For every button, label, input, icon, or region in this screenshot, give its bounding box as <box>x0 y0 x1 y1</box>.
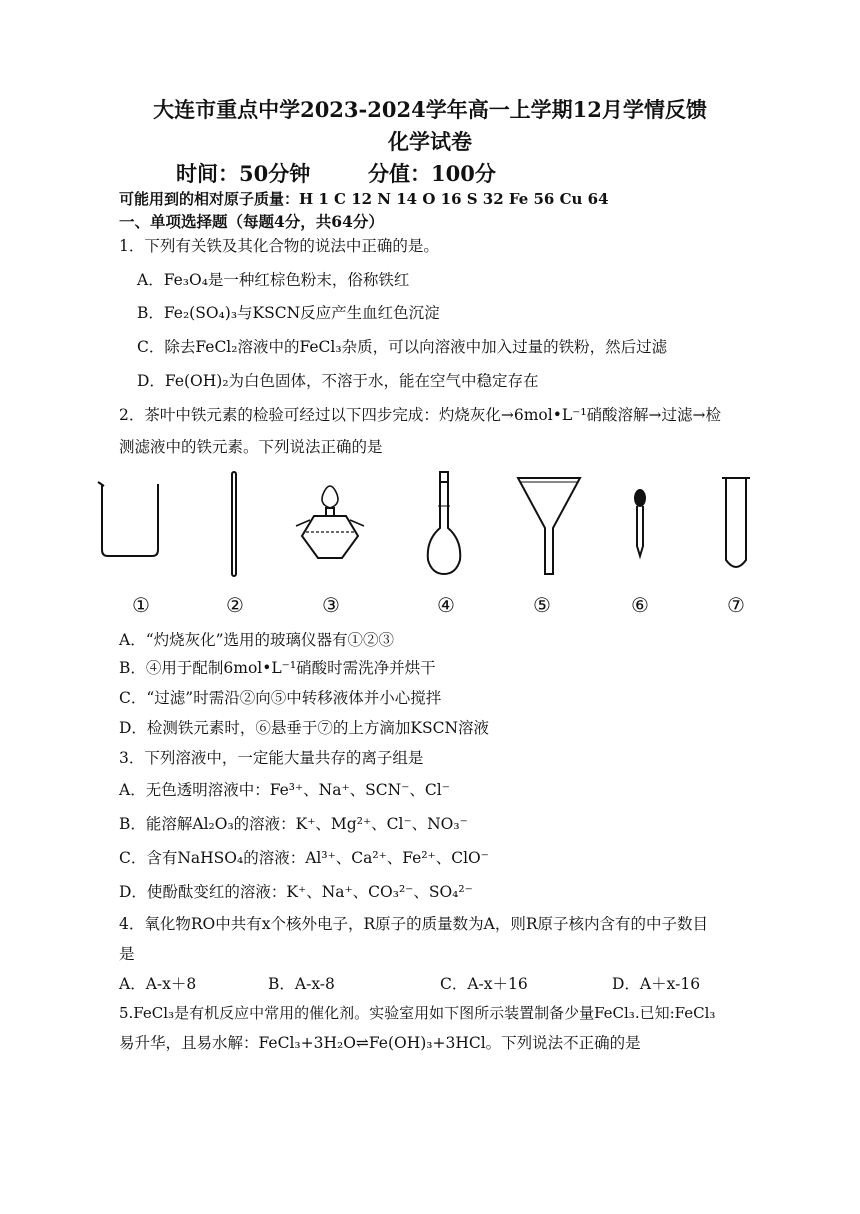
q3-option-c: C．含有NaHSO₄的溶液：Al³⁺、Ca²⁺、Fe²⁺、ClO⁻ <box>119 849 489 867</box>
q4-stem-1: 4．氧化物RO中共有x个核外电子，R原子的质量数为A，则R原子核内含有的中子数目 <box>119 915 709 933</box>
q2-option-d: D．检测铁元素时，⑥悬垂于⑦的上方滴加KSCN溶液 <box>119 719 490 737</box>
volumetric-flask-icon <box>428 472 461 574</box>
q4-stem-2: 是 <box>119 945 135 963</box>
apparatus-label-6: ⑥ <box>631 593 649 617</box>
apparatus-label-2: ② <box>226 593 244 617</box>
q2-stem-1: 2．茶叶中铁元素的检验可经过以下四步完成：灼烧灰化→6mol•L⁻¹硝酸溶解→过滤→检 <box>119 406 722 424</box>
q3-option-d: D．使酚酞变红的溶液：K⁺、Na⁺、CO₃²⁻、SO₄²⁻ <box>119 883 473 901</box>
q1-option-c: C．除去FeCl₂溶液中的FeCl₃杂质，可以向溶液中加入过量的铁粉，然后过滤 <box>137 338 668 356</box>
test-tube-icon <box>722 478 750 567</box>
title-line-2: 化学试卷 <box>388 129 472 154</box>
q4-option-c: C．A-x＋16 <box>440 975 528 993</box>
apparatus-label-3: ③ <box>322 593 340 617</box>
apparatus-label-1: ① <box>132 593 150 617</box>
title-line-1: 大连市重点中学2023-2024学年高一上学期12月学情反馈 <box>153 97 707 122</box>
funnel-icon <box>518 478 580 574</box>
q3-stem: 3．下列溶液中，一定能大量共存的离子组是 <box>119 749 424 767</box>
exam-score: 分值：100分 <box>368 161 496 186</box>
glass-rod-icon <box>232 472 236 576</box>
q1-option-a: A．Fe₃O₄是一种红棕色粉末，俗称铁红 <box>137 271 410 289</box>
q4-option-a: A．A-x＋8 <box>119 975 197 993</box>
q1-option-d: D．Fe(OH)₂为白色固体，不溶于水，能在空气中稳定存在 <box>137 372 539 390</box>
q2-option-b: B．④用于配制6mol•L⁻¹硝酸时需洗净并烘干 <box>119 659 436 677</box>
section-heading: 一、单项选择题（每题4分，共64分） <box>119 212 384 231</box>
lab-apparatus-figure <box>90 470 770 620</box>
q5-stem-1: 5.FeCl₃是有机反应中常用的催化剂。实验室用如下图所示装置制备少量FeCl₃.已知:FeCl₃ <box>119 1004 716 1022</box>
apparatus-label-5: ⑤ <box>533 593 551 617</box>
apparatus-label-4: ④ <box>437 593 455 617</box>
q1-option-b: B．Fe₂(SO₄)₃与KSCN反应产生血红色沉淀 <box>137 304 440 322</box>
alcohol-lamp-icon <box>296 486 364 558</box>
exam-time: 时间：50分钟 <box>176 161 311 186</box>
q4-option-d: D．A＋x-16 <box>612 975 701 993</box>
q5-stem-2: 易升华，且易水解：FeCl₃+3H₂O⇌Fe(OH)₃+3HCl。下列说法不正确的是 <box>119 1034 641 1052</box>
q2-option-a: A．“灼烧灰化”选用的玻璃仪器有①②③ <box>119 631 395 649</box>
q2-stem-2: 测滤液中的铁元素。下列说法正确的是 <box>119 438 383 456</box>
dropper-icon <box>635 490 645 556</box>
q2-option-c: C．“过滤”时需沿②向⑤中转移液体并小心搅拌 <box>119 689 442 707</box>
q3-option-b: B．能溶解Al₂O₃的溶液：K⁺、Mg²⁺、Cl⁻、NO₃⁻ <box>119 815 468 833</box>
q1-stem: 1．下列有关铁及其化合物的说法中正确的是。 <box>119 237 439 255</box>
q4-option-b: B．A-x-8 <box>268 975 335 993</box>
atomic-masses: 可能用到的相对原子质量：H 1 C 12 N 14 O 16 S 32 Fe 56 Cu 64 <box>119 190 609 208</box>
beaker-icon <box>98 482 158 556</box>
apparatus-label-7: ⑦ <box>727 593 745 617</box>
q3-option-a: A．无色透明溶液中：Fe³⁺、Na⁺、SCN⁻、Cl⁻ <box>119 781 450 799</box>
